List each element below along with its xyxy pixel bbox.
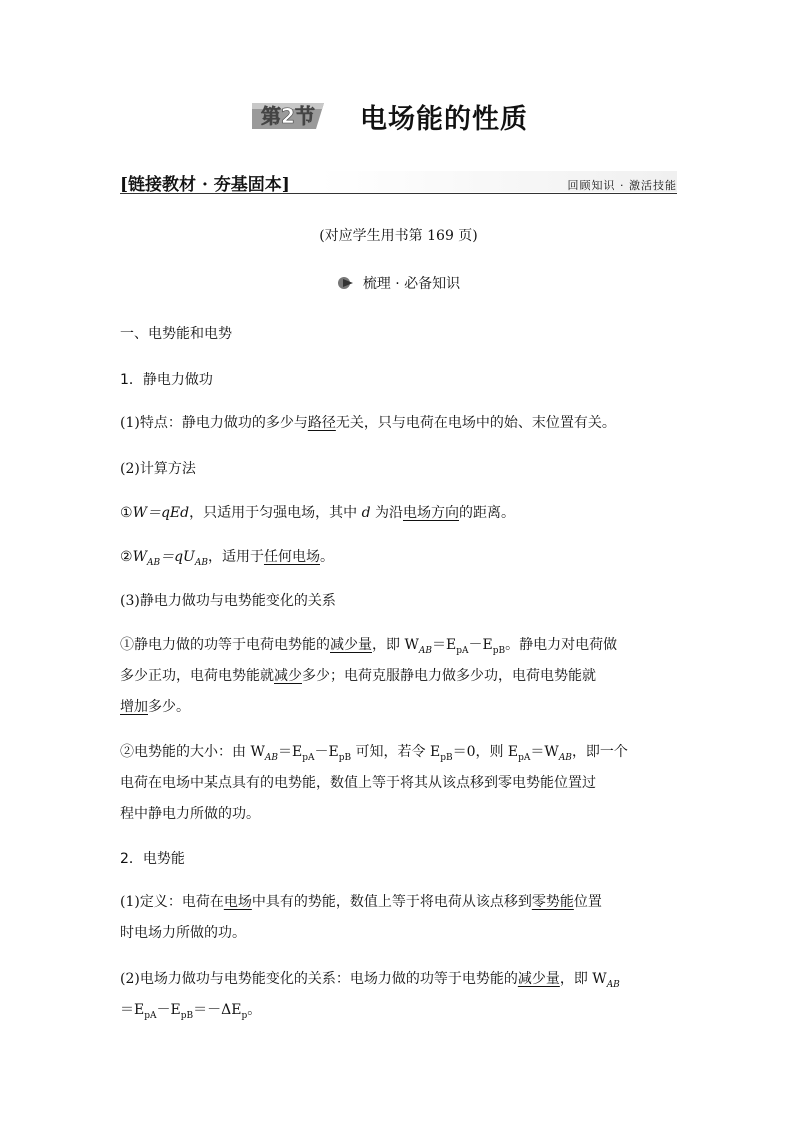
subheading	[120, 273, 677, 293]
section-badge-label: 第2节	[261, 104, 315, 128]
paragraph-feature: (1)特点：静电力做功的多少与路径无关，只与电荷在电场中的始、末位置有关。	[120, 415, 616, 431]
paragraph-formula-1: ①W＝qEd，只适用于匀强电场，其中 d 为沿电场方向的距离。	[120, 505, 515, 521]
paragraph-definition: (1)定义：电荷在电场中具有的势能，数值上等于将电荷从该点移到零势能位置	[120, 894, 602, 910]
chapter-title-row	[252, 96, 528, 136]
paragraph-potential-energy-line3: 程中静电力所做的功。	[120, 806, 260, 822]
paragraph-relation-heading: (3)静电力做功与电势能变化的关系	[120, 593, 336, 609]
paragraph-formula-2: $②W_{AB}=qU_{AB}$，适用于任何电场。	[120, 549, 334, 568]
subheading-label: 梳理 · 必备知识	[362, 276, 461, 292]
paragraph-definition-line2: 时电场力所做的功。	[120, 925, 246, 941]
page-title: 电场能的性质	[360, 103, 528, 135]
paragraph-relation-1-line2: 多少正功，电荷电势能就减少多少；电荷克服静电力做多少功，电荷电势能就	[120, 668, 596, 684]
paragraph-potential-energy-line2: 电荷在电场中某点具有的电势能，数值上等于将其从该点移到零电势能位置过	[120, 775, 596, 791]
band-divider	[120, 193, 677, 194]
section-badge	[252, 101, 324, 131]
band-right-label: 回顾知识 · 激活技能	[567, 179, 677, 192]
heading-1: 一、电势能和电势	[120, 326, 232, 342]
play-arrow-icon	[337, 276, 357, 290]
paragraph-work-energy: (2)电场力做功与电势能变化的关系：电场力做的功等于电势能的减少量，即 $W_{AB}$	[120, 971, 620, 990]
heading-2-potential-energy: 2．电势能	[120, 851, 185, 867]
paragraph-calc-method: (2)计算方法	[120, 461, 196, 477]
paragraph-relation-1: ①静电力做的功等于电荷电势能的减少量，即 $W_{AB}=E_{pA}-E_{pB}$。静电力对电荷做	[120, 637, 618, 656]
heading-2-work: 1．静电力做功	[120, 372, 213, 388]
paragraph-relation-1-line3: 增加多少。	[120, 699, 190, 715]
paragraph-work-energy-line2: $=E_{pA}-E_{pB}=-\Delta E_p$。	[120, 1002, 262, 1021]
paragraph-potential-energy-size: ②电势能的大小：由 $W_{AB}=E_{pA}-E_{pB}$ 可知，若令 $E_{pB}=0$，则 $E_{pA}=W_{AB}$，即一个	[120, 744, 628, 763]
page-reference: (对应学生用书第 169 页)	[319, 228, 478, 244]
band-left-label: [链接教材 · 夯基固本]	[120, 175, 290, 195]
